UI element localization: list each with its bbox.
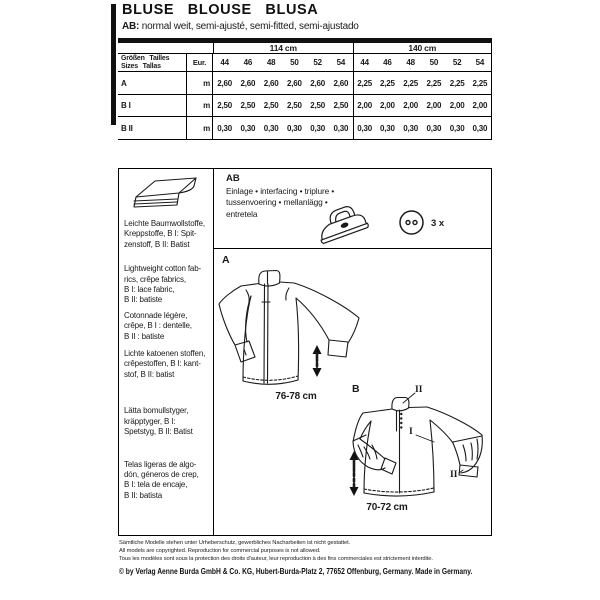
yardage-cell: 2,60 xyxy=(213,72,236,95)
copyright-footer xyxy=(119,539,497,576)
size-cell: 54 xyxy=(469,54,492,72)
length-arrow-a xyxy=(313,345,322,377)
copyright-line-de: Sämtliche Modelle stehen unter Urheberschutz, gewerbliches Nacharbeiten ist nicht gestattet. xyxy=(119,540,351,546)
size-cell: 44 xyxy=(213,54,236,72)
fabric-text-en: Lightweight cotton fab- rics, crêpe fabrics, B I: lace fabric, B II: batiste xyxy=(124,264,202,305)
views-column xyxy=(214,169,491,535)
size-cell: 46 xyxy=(376,54,399,72)
yardage-cell: 2,25 xyxy=(399,72,422,95)
yardage-cell: 0,30 xyxy=(306,117,329,140)
yardage-cell: 0,30 xyxy=(213,117,236,140)
eur-label-cell: Eur. xyxy=(187,54,213,72)
row-label-b2: B II xyxy=(118,117,187,140)
yardage-cell: 2,60 xyxy=(260,72,283,95)
size-cell: 54 xyxy=(329,54,352,72)
notions-box xyxy=(214,169,491,249)
copyright-line-fr: Tous les modèles sont sous la protection des droits d'auteur, leur reproduction à des fins commerciales est strictement interdite. xyxy=(119,556,433,563)
yardage-cell: 2,25 xyxy=(376,72,399,95)
sizes-label-cell: Größen Tailles Sizes Tallas xyxy=(118,54,187,72)
yardage-cell: 2,60 xyxy=(283,72,306,95)
yardage-cell: 2,60 xyxy=(306,72,329,95)
view-b-length: 70-72 cm xyxy=(366,502,408,513)
view-b-label: B xyxy=(352,383,360,395)
yardage-cell: 2,50 xyxy=(283,95,306,117)
unit-cell: m xyxy=(187,95,213,117)
fit-subtitle-ab: AB: xyxy=(122,21,140,32)
yardage-cell: 2,00 xyxy=(376,95,399,117)
size-cell: 52 xyxy=(446,54,469,72)
size-cell: 46 xyxy=(236,54,259,72)
sheet-header xyxy=(122,2,359,32)
yardage-cell: 2,50 xyxy=(329,95,352,117)
yardage-cell: 0,30 xyxy=(399,117,422,140)
yardage-cell: 2,25 xyxy=(446,72,469,95)
unit-cell: m xyxy=(187,117,213,140)
yardage-cell: 0,30 xyxy=(422,117,445,140)
size-cell: 50 xyxy=(422,54,445,72)
fabric-text-es: Telas ligeras de algo- dón, géneros de crep, B I: tela de encaje, B II: batista xyxy=(124,459,199,500)
publisher-copyright: © by Verlag Aenne Burda GmbH & Co. KG, Hubert-Burda-Platz 2, 77652 Offenburg, Germany. Made in Germany. xyxy=(119,565,473,576)
fit-subtitle xyxy=(122,21,359,32)
fabric-icon xyxy=(126,174,202,211)
yardage-cell: 2,00 xyxy=(469,95,492,117)
yardage-cell: 2,00 xyxy=(422,95,445,117)
yardage-cell: 0,30 xyxy=(283,117,306,140)
fabric-text-fr: Cotonnade légère, crêpe, B I : dentelle, B II : batiste xyxy=(124,310,192,341)
yardage-cell: 0,30 xyxy=(469,117,492,140)
size-cell: 52 xyxy=(306,54,329,72)
fit-subtitle-text: normal weit, semi-ajusté, semi-fitted, semi-ajustado xyxy=(139,21,359,32)
length-arrow-b xyxy=(350,451,359,496)
size-cell: 48 xyxy=(399,54,422,72)
yardage-cell: 0,30 xyxy=(376,117,399,140)
fabric-ii-cuff-label: II xyxy=(450,470,458,480)
info-box xyxy=(118,168,492,536)
row-label-b1: B I xyxy=(118,95,187,117)
yardage-cell: 2,25 xyxy=(469,72,492,95)
yardage-cell: 0,30 xyxy=(236,117,259,140)
yardage-cell: 2,00 xyxy=(353,95,376,117)
yardage-cell: 0,30 xyxy=(353,117,376,140)
notions-ab-label: AB xyxy=(226,173,240,184)
yardage-cell: 2,50 xyxy=(260,95,283,117)
yardage-cell: 2,60 xyxy=(329,72,352,95)
fabric-ii-collar-label: II xyxy=(415,385,423,395)
yardage-cell: 2,50 xyxy=(306,95,329,117)
row-label-a: A xyxy=(118,72,187,95)
yardage-cell: 2,50 xyxy=(213,95,236,117)
iron-icon xyxy=(311,196,375,246)
technical-drawings xyxy=(214,249,491,535)
width-group-114: 114 cm xyxy=(213,43,353,54)
yardage-cell: 2,25 xyxy=(422,72,445,95)
interfacing-text: Einlage • interfacing • triplure • tussenvoering • mellanlägg • entretela xyxy=(226,186,335,219)
view-a-label: A xyxy=(222,254,230,266)
page-title: BLUSE BLOUSE BLUSA xyxy=(122,2,319,18)
yardage-cell: 0,30 xyxy=(446,117,469,140)
unit-cell: m xyxy=(187,72,213,95)
fabric-i-body-label: I xyxy=(409,427,413,437)
yardage-cell: 2,50 xyxy=(236,95,259,117)
fabric-text-nl: Lichte katoenen stoffen, crêpestoffen, B I: kant- stof, B II: batist xyxy=(124,349,206,379)
yardage-cell: 2,00 xyxy=(399,95,422,117)
yardage-cell: 0,30 xyxy=(329,117,352,140)
yardage-cell: 2,25 xyxy=(353,72,376,95)
button-icon xyxy=(398,209,425,236)
fabric-text-sv: Lätta bomullstyger, kräpptyger, B I: Spetstyg, B II: Batist xyxy=(124,406,193,437)
fabric-column xyxy=(119,169,214,535)
table-spacer-cell xyxy=(118,43,213,54)
width-group-140: 140 cm xyxy=(353,43,493,54)
yardage-cell: 2,00 xyxy=(446,95,469,117)
yardage-cell: 2,60 xyxy=(236,72,259,95)
size-cell: 48 xyxy=(260,54,283,72)
size-cell: 44 xyxy=(353,54,376,72)
copyright-line-en: All models are copyrighted. Reproduction for commercial purposes is not allowed. xyxy=(119,548,321,555)
edge-registration-bar xyxy=(111,4,116,125)
view-a-length: 76-78 cm xyxy=(275,391,317,402)
size-cell: 50 xyxy=(283,54,306,72)
button-count: 3 x xyxy=(431,218,445,229)
yardage-cell: 0,30 xyxy=(260,117,283,140)
yardage-table xyxy=(118,38,492,140)
fabric-text-de: Leichte Baumwollstoffe, Kreppstoffe, B I: Spit- zenstoff, B II: Batist xyxy=(124,219,205,249)
blouse-a-drawing xyxy=(216,255,366,395)
